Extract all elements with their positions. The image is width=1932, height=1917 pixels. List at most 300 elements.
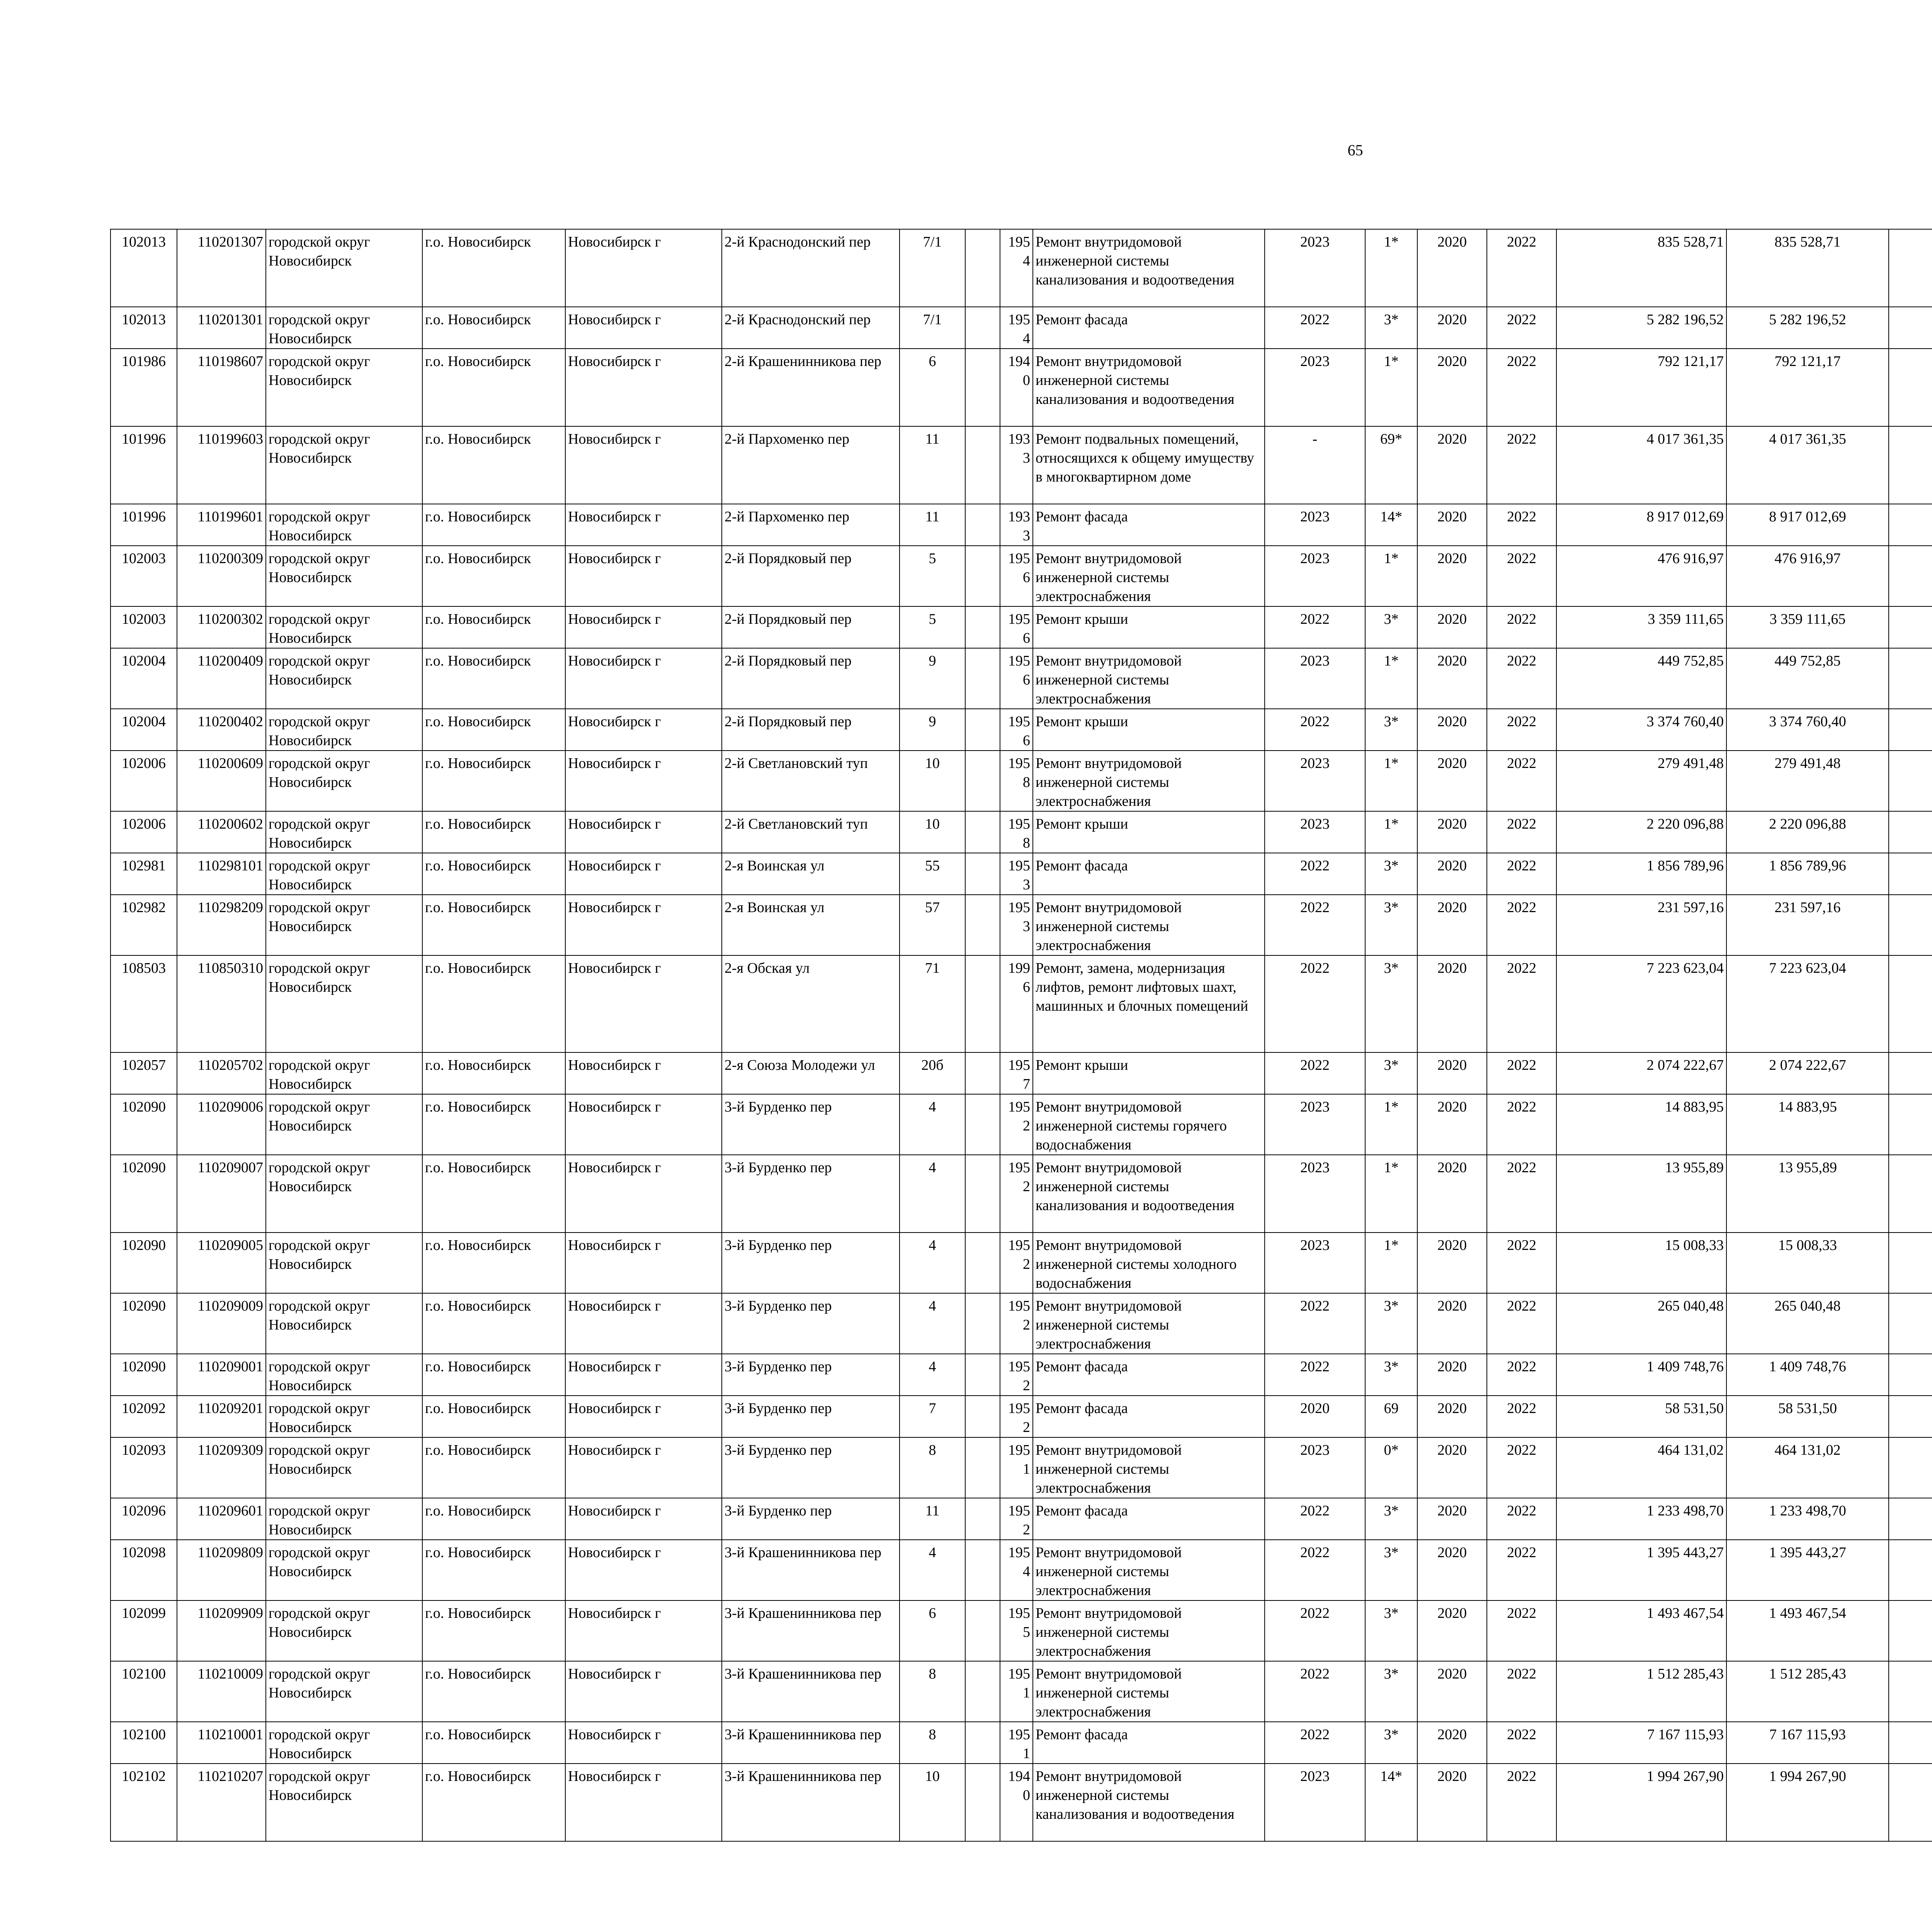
table-row: [111, 648, 1932, 709]
cell-street: 3-й Бурденко пер: [722, 1233, 900, 1293]
cell-work-type: Ремонт крыши: [1033, 606, 1265, 648]
cell-municipal-district: г.о. Новосибирск: [422, 349, 565, 426]
cell-municipal-district: г.о. Новосибирск: [422, 426, 565, 504]
cell-street: 3-й Бурденко пер: [722, 1094, 900, 1155]
cell-year-built: 1958: [1000, 811, 1033, 853]
cell-municipality: городской округ Новосибирск: [266, 895, 422, 955]
cell-house-number: 4: [900, 1155, 965, 1233]
cell-work-type: Ремонт фасада: [1033, 1354, 1265, 1396]
cell-federal-funds: [1889, 648, 1932, 709]
cell-rating: 3*: [1365, 955, 1417, 1052]
cell-record-code: 110200409: [177, 648, 266, 709]
cell-plan-end: 2022: [1487, 1600, 1556, 1661]
cell-plan-end: 2022: [1487, 751, 1556, 811]
cell-plan-start: 2020: [1417, 1396, 1487, 1437]
cell-year-built: 1952: [1000, 1396, 1033, 1437]
cell-rating: 69: [1365, 1396, 1417, 1437]
cell-year-built: 1956: [1000, 606, 1033, 648]
cell-plan-end: 2022: [1487, 1293, 1556, 1354]
cell-municipal-district: г.о. Новосибирск: [422, 504, 565, 546]
cell-municipal-district: г.о. Новосибирск: [422, 1354, 565, 1396]
table-row: [111, 709, 1932, 751]
cell-year-built: 1956: [1000, 648, 1033, 709]
cell-house-number: 20б: [900, 1052, 965, 1094]
cell-street: 3-й Крашенинникова пер: [722, 1764, 900, 1841]
cell-year-built: 1933: [1000, 504, 1033, 546]
cell-plan-end: 2022: [1487, 426, 1556, 504]
cell-plan-end: 2022: [1487, 606, 1556, 648]
cell-settlement: Новосибирск г: [565, 751, 722, 811]
cell-regional-fund: 279 491,48: [1726, 751, 1889, 811]
cell-year: 2022: [1265, 955, 1365, 1052]
cell-total-cost: 835 528,71: [1556, 229, 1726, 307]
cell-house-number: 71: [900, 955, 965, 1052]
cell-total-cost: 2 220 096,88: [1556, 811, 1726, 853]
cell-year: 2023: [1265, 811, 1365, 853]
cell-municipality: городской округ Новосибирск: [266, 751, 422, 811]
cell-municipal-district: г.о. Новосибирск: [422, 1764, 565, 1841]
cell-federal-funds: [1889, 229, 1932, 307]
cell-object-id: 102092: [111, 1396, 177, 1437]
cell-plan-start: 2020: [1417, 1094, 1487, 1155]
cell-plan-end: 2022: [1487, 1094, 1556, 1155]
cell-house-number: 4: [900, 1094, 965, 1155]
cell-building: [965, 426, 1000, 504]
cell-building: [965, 229, 1000, 307]
cell-building: [965, 955, 1000, 1052]
cell-plan-end: 2022: [1487, 1155, 1556, 1233]
cell-plan-end: 2022: [1487, 811, 1556, 853]
cell-municipal-district: г.о. Новосибирск: [422, 895, 565, 955]
cell-municipal-district: г.о. Новосибирск: [422, 229, 565, 307]
cell-record-code: 110198607: [177, 349, 266, 426]
cell-municipal-district: г.о. Новосибирск: [422, 1293, 565, 1354]
cell-year-built: 1956: [1000, 709, 1033, 751]
cell-work-type: Ремонт крыши: [1033, 1052, 1265, 1094]
cell-municipal-district: г.о. Новосибирск: [422, 1437, 565, 1498]
cell-settlement: Новосибирск г: [565, 307, 722, 349]
cell-regional-fund: 8 917 012,69: [1726, 504, 1889, 546]
cell-municipal-district: г.о. Новосибирск: [422, 1396, 565, 1437]
cell-work-type: Ремонт внутридомовой инженерной системы канализования и водоотведения: [1033, 1155, 1265, 1233]
cell-regional-fund: 449 752,85: [1726, 648, 1889, 709]
cell-settlement: Новосибирск г: [565, 1437, 722, 1498]
cell-year: 2023: [1265, 546, 1365, 606]
cell-record-code: 110200309: [177, 546, 266, 606]
cell-year: 2023: [1265, 229, 1365, 307]
cell-object-id: 102102: [111, 1764, 177, 1841]
table-row: [111, 1764, 1932, 1841]
cell-municipal-district: г.о. Новосибирск: [422, 1094, 565, 1155]
cell-record-code: 110210009: [177, 1661, 266, 1722]
cell-federal-funds: [1889, 1600, 1932, 1661]
cell-rating: 1*: [1365, 648, 1417, 709]
cell-year: 2022: [1265, 1498, 1365, 1540]
cell-settlement: Новосибирск г: [565, 1600, 722, 1661]
cell-rating: 3*: [1365, 1498, 1417, 1540]
cell-federal-funds: [1889, 1437, 1932, 1498]
cell-settlement: Новосибирск г: [565, 811, 722, 853]
cell-record-code: 110209809: [177, 1540, 266, 1600]
cell-record-code: 110298209: [177, 895, 266, 955]
cell-federal-funds: [1889, 1052, 1932, 1094]
cell-record-code: 110200609: [177, 751, 266, 811]
cell-settlement: Новосибирск г: [565, 1052, 722, 1094]
cell-building: [965, 546, 1000, 606]
cell-plan-start: 2020: [1417, 546, 1487, 606]
cell-plan-start: 2020: [1417, 709, 1487, 751]
cell-object-id: 102100: [111, 1661, 177, 1722]
cell-work-type: Ремонт внутридомовой инженерной системы электроснабжения: [1033, 895, 1265, 955]
cell-settlement: Новосибирск г: [565, 606, 722, 648]
cell-federal-funds: [1889, 811, 1932, 853]
cell-municipality: городской округ Новосибирск: [266, 1764, 422, 1841]
table-row: [111, 1052, 1932, 1094]
cell-record-code: 110209005: [177, 1233, 266, 1293]
cell-rating: 3*: [1365, 307, 1417, 349]
cell-municipality: городской округ Новосибирск: [266, 1354, 422, 1396]
cell-total-cost: 1 409 748,76: [1556, 1354, 1726, 1396]
cell-plan-end: 2022: [1487, 307, 1556, 349]
cell-federal-funds: [1889, 426, 1932, 504]
cell-regional-fund: 1 395 443,27: [1726, 1540, 1889, 1600]
cell-house-number: 5: [900, 606, 965, 648]
cell-regional-fund: 835 528,71: [1726, 229, 1889, 307]
cell-rating: 1*: [1365, 546, 1417, 606]
cell-municipal-district: г.о. Новосибирск: [422, 955, 565, 1052]
cell-year-built: 1951: [1000, 1437, 1033, 1498]
cell-municipality: городской округ Новосибирск: [266, 1155, 422, 1233]
cell-municipality: городской округ Новосибирск: [266, 606, 422, 648]
cell-object-id: 102006: [111, 751, 177, 811]
cell-regional-fund: 1 493 467,54: [1726, 1600, 1889, 1661]
cell-plan-end: 2022: [1487, 1661, 1556, 1722]
cell-year-built: 1933: [1000, 426, 1033, 504]
cell-object-id: 102006: [111, 811, 177, 853]
table-row: [111, 895, 1932, 955]
cell-house-number: 11: [900, 1498, 965, 1540]
cell-building: [965, 1540, 1000, 1600]
cell-municipality: городской округ Новосибирск: [266, 349, 422, 426]
cell-street: 2-й Порядковый пер: [722, 606, 900, 648]
cell-regional-fund: 1 409 748,76: [1726, 1354, 1889, 1396]
cell-year: 2022: [1265, 1661, 1365, 1722]
cell-work-type: Ремонт внутридомовой инженерной системы электроснабжения: [1033, 751, 1265, 811]
cell-federal-funds: [1889, 709, 1932, 751]
cell-federal-funds: [1889, 504, 1932, 546]
cell-federal-funds: [1889, 853, 1932, 895]
cell-plan-start: 2020: [1417, 1661, 1487, 1722]
cell-year: 2023: [1265, 349, 1365, 426]
cell-rating: 3*: [1365, 1354, 1417, 1396]
cell-settlement: Новосибирск г: [565, 1094, 722, 1155]
cell-year-built: 1953: [1000, 853, 1033, 895]
cell-building: [965, 1094, 1000, 1155]
cell-work-type: Ремонт, замена, модернизация лифтов, ремонт лифтовых шахт, машинных и блочных помещений: [1033, 955, 1265, 1052]
cell-year-built: 1953: [1000, 895, 1033, 955]
cell-rating: 1*: [1365, 1094, 1417, 1155]
cell-rating: 1*: [1365, 349, 1417, 426]
cell-settlement: Новосибирск г: [565, 504, 722, 546]
cell-settlement: Новосибирск г: [565, 1498, 722, 1540]
cell-object-id: 101986: [111, 349, 177, 426]
cell-plan-start: 2020: [1417, 648, 1487, 709]
cell-regional-fund: 4 017 361,35: [1726, 426, 1889, 504]
table-row: [111, 307, 1932, 349]
cell-regional-fund: 1 512 285,43: [1726, 1661, 1889, 1722]
cell-total-cost: 265 040,48: [1556, 1293, 1726, 1354]
cell-year: 2022: [1265, 1540, 1365, 1600]
cell-year-built: 1952: [1000, 1498, 1033, 1540]
cell-building: [965, 1354, 1000, 1396]
cell-municipal-district: г.о. Новосибирск: [422, 1155, 565, 1233]
cell-plan-start: 2020: [1417, 349, 1487, 426]
cell-federal-funds: [1889, 1540, 1932, 1600]
table-row: [111, 751, 1932, 811]
cell-regional-fund: 1 233 498,70: [1726, 1498, 1889, 1540]
cell-record-code: 110210207: [177, 1764, 266, 1841]
cell-object-id: 102013: [111, 307, 177, 349]
cell-municipal-district: г.о. Новосибирск: [422, 1661, 565, 1722]
cell-settlement: Новосибирск г: [565, 1354, 722, 1396]
cell-regional-fund: 3 374 760,40: [1726, 709, 1889, 751]
cell-rating: 3*: [1365, 709, 1417, 751]
cell-building: [965, 1233, 1000, 1293]
cell-street: 2-я Обская ул: [722, 955, 900, 1052]
cell-plan-start: 2020: [1417, 811, 1487, 853]
cell-object-id: 102003: [111, 606, 177, 648]
cell-street: 3-й Крашенинникова пер: [722, 1540, 900, 1600]
cell-settlement: Новосибирск г: [565, 1661, 722, 1722]
table-row: [111, 229, 1932, 307]
cell-building: [965, 1437, 1000, 1498]
cell-rating: 3*: [1365, 1722, 1417, 1764]
cell-street: 2-й Светлановский туп: [722, 811, 900, 853]
cell-regional-fund: 1 994 267,90: [1726, 1764, 1889, 1841]
cell-work-type: Ремонт фасада: [1033, 1396, 1265, 1437]
cell-year-built: 1940: [1000, 1764, 1033, 1841]
cell-work-type: Ремонт внутридомовой инженерной системы канализования и водоотведения: [1033, 229, 1265, 307]
cell-object-id: 102982: [111, 895, 177, 955]
cell-street: 2-й Порядковый пер: [722, 709, 900, 751]
table-row: [111, 1293, 1932, 1354]
cell-year-built: 1954: [1000, 307, 1033, 349]
table-row: [111, 811, 1932, 853]
cell-year: 2023: [1265, 1094, 1365, 1155]
cell-house-number: 7/1: [900, 307, 965, 349]
cell-settlement: Новосибирск г: [565, 349, 722, 426]
cell-building: [965, 1498, 1000, 1540]
cell-house-number: 8: [900, 1437, 965, 1498]
cell-object-id: 102098: [111, 1540, 177, 1600]
cell-year: 2022: [1265, 1354, 1365, 1396]
cell-federal-funds: [1889, 1764, 1932, 1841]
cell-record-code: 110209601: [177, 1498, 266, 1540]
cell-rating: 3*: [1365, 1293, 1417, 1354]
table-row: [111, 349, 1932, 426]
cell-building: [965, 1600, 1000, 1661]
cell-work-type: Ремонт внутридомовой инженерной системы электроснабжения: [1033, 648, 1265, 709]
cell-street: 3-й Бурденко пер: [722, 1155, 900, 1233]
cell-plan-start: 2020: [1417, 1600, 1487, 1661]
cell-building: [965, 1052, 1000, 1094]
cell-house-number: 8: [900, 1661, 965, 1722]
cell-municipality: городской округ Новосибирск: [266, 1094, 422, 1155]
cell-object-id: 102004: [111, 709, 177, 751]
cell-building: [965, 709, 1000, 751]
cell-work-type: Ремонт фасада: [1033, 853, 1265, 895]
cell-municipality: городской округ Новосибирск: [266, 1052, 422, 1094]
cell-building: [965, 1293, 1000, 1354]
cell-year: 2022: [1265, 1722, 1365, 1764]
cell-plan-end: 2022: [1487, 546, 1556, 606]
cell-settlement: Новосибирск г: [565, 1293, 722, 1354]
cell-year-built: 1952: [1000, 1155, 1033, 1233]
cell-record-code: 110209001: [177, 1354, 266, 1396]
cell-municipal-district: г.о. Новосибирск: [422, 1233, 565, 1293]
cell-year-built: 1954: [1000, 1540, 1033, 1600]
cell-rating: 3*: [1365, 1600, 1417, 1661]
cell-record-code: 110199601: [177, 504, 266, 546]
cell-street: 2-й Светлановский туп: [722, 751, 900, 811]
page-number: 65: [1347, 141, 1363, 159]
cell-year: 2022: [1265, 853, 1365, 895]
cell-object-id: 102100: [111, 1722, 177, 1764]
cell-work-type: Ремонт подвальных помещений, относящихся к общему имуществу в многоквартирном доме: [1033, 426, 1265, 504]
cell-regional-fund: 2 220 096,88: [1726, 811, 1889, 853]
cell-house-number: 9: [900, 648, 965, 709]
cell-total-cost: 3 374 760,40: [1556, 709, 1726, 751]
cell-object-id: 102090: [111, 1233, 177, 1293]
cell-plan-start: 2020: [1417, 1293, 1487, 1354]
cell-year-built: 1954: [1000, 229, 1033, 307]
cell-rating: 3*: [1365, 1540, 1417, 1600]
cell-total-cost: 1 493 467,54: [1556, 1600, 1726, 1661]
cell-year: 2022: [1265, 307, 1365, 349]
cell-regional-fund: 476 916,97: [1726, 546, 1889, 606]
cell-street: 2-й Порядковый пер: [722, 546, 900, 606]
cell-work-type: Ремонт внутридомовой инженерной системы электроснабжения: [1033, 1600, 1265, 1661]
cell-rating: 1*: [1365, 751, 1417, 811]
cell-municipal-district: г.о. Новосибирск: [422, 1600, 565, 1661]
cell-total-cost: 15 008,33: [1556, 1233, 1726, 1293]
cell-house-number: 11: [900, 504, 965, 546]
cell-object-id: 102003: [111, 546, 177, 606]
table-row: [111, 1155, 1932, 1233]
cell-street: 2-й Порядковый пер: [722, 648, 900, 709]
cell-street: 3-й Бурденко пер: [722, 1354, 900, 1396]
cell-building: [965, 895, 1000, 955]
cell-total-cost: 7 167 115,93: [1556, 1722, 1726, 1764]
cell-house-number: 7: [900, 1396, 965, 1437]
cell-plan-end: 2022: [1487, 648, 1556, 709]
cell-settlement: Новосибирск г: [565, 426, 722, 504]
cell-building: [965, 307, 1000, 349]
cell-building: [965, 648, 1000, 709]
cell-work-type: Ремонт фасада: [1033, 504, 1265, 546]
cell-municipal-district: г.о. Новосибирск: [422, 751, 565, 811]
cell-rating: 3*: [1365, 606, 1417, 648]
cell-regional-fund: 5 282 196,52: [1726, 307, 1889, 349]
cell-federal-funds: [1889, 1498, 1932, 1540]
cell-house-number: 4: [900, 1540, 965, 1600]
cell-record-code: 110209007: [177, 1155, 266, 1233]
cell-total-cost: 464 131,02: [1556, 1437, 1726, 1498]
cell-street: 2-й Пархоменко пер: [722, 426, 900, 504]
cell-plan-start: 2020: [1417, 1437, 1487, 1498]
cell-work-type: Ремонт фасада: [1033, 307, 1265, 349]
cell-year: 2022: [1265, 606, 1365, 648]
cell-municipality: городской округ Новосибирск: [266, 1437, 422, 1498]
cell-year: 2022: [1265, 1052, 1365, 1094]
cell-plan-end: 2022: [1487, 504, 1556, 546]
cell-work-type: Ремонт внутридомовой инженерной системы электроснабжения: [1033, 1437, 1265, 1498]
cell-municipal-district: г.о. Новосибирск: [422, 709, 565, 751]
cell-plan-start: 2020: [1417, 1354, 1487, 1396]
cell-municipal-district: г.о. Новосибирск: [422, 1540, 565, 1600]
cell-plan-start: 2020: [1417, 1498, 1487, 1540]
cell-year: 2023: [1265, 1155, 1365, 1233]
cell-building: [965, 349, 1000, 426]
cell-plan-end: 2022: [1487, 1354, 1556, 1396]
cell-rating: 3*: [1365, 895, 1417, 955]
table-row: [111, 546, 1932, 606]
table-row: [111, 955, 1932, 1052]
cell-plan-start: 2020: [1417, 307, 1487, 349]
cell-building: [965, 1155, 1000, 1233]
cell-total-cost: 449 752,85: [1556, 648, 1726, 709]
cell-regional-fund: 231 597,16: [1726, 895, 1889, 955]
cell-plan-start: 2020: [1417, 1052, 1487, 1094]
cell-street: 2-я Воинская ул: [722, 895, 900, 955]
cell-house-number: 57: [900, 895, 965, 955]
cell-plan-start: 2020: [1417, 1233, 1487, 1293]
cell-federal-funds: [1889, 546, 1932, 606]
cell-street: 2-й Краснодонский пер: [722, 229, 900, 307]
cell-building: [965, 853, 1000, 895]
cell-rating: 3*: [1365, 1661, 1417, 1722]
cell-regional-fund: 3 359 111,65: [1726, 606, 1889, 648]
cell-regional-fund: 58 531,50: [1726, 1396, 1889, 1437]
cell-total-cost: 3 359 111,65: [1556, 606, 1726, 648]
cell-total-cost: 1 994 267,90: [1556, 1764, 1726, 1841]
capital-repair-register-table: [110, 229, 1932, 1842]
table-row: [111, 606, 1932, 648]
cell-total-cost: 476 916,97: [1556, 546, 1726, 606]
cell-street: 2-й Крашенинникова пер: [722, 349, 900, 426]
cell-plan-end: 2022: [1487, 1764, 1556, 1841]
cell-plan-start: 2020: [1417, 751, 1487, 811]
cell-building: [965, 1661, 1000, 1722]
cell-rating: 1*: [1365, 1233, 1417, 1293]
cell-municipality: городской округ Новосибирск: [266, 811, 422, 853]
cell-year-built: 1940: [1000, 349, 1033, 426]
cell-municipal-district: г.о. Новосибирск: [422, 853, 565, 895]
cell-year: 2020: [1265, 1396, 1365, 1437]
table-row: [111, 504, 1932, 546]
cell-federal-funds: [1889, 1233, 1932, 1293]
cell-municipal-district: г.о. Новосибирск: [422, 648, 565, 709]
cell-work-type: Ремонт внутридомовой инженерной системы электроснабжения: [1033, 1661, 1265, 1722]
cell-object-id: 102099: [111, 1600, 177, 1661]
cell-rating: 3*: [1365, 1052, 1417, 1094]
cell-record-code: 110209006: [177, 1094, 266, 1155]
cell-regional-fund: 15 008,33: [1726, 1233, 1889, 1293]
cell-building: [965, 504, 1000, 546]
cell-municipal-district: г.о. Новосибирск: [422, 1052, 565, 1094]
cell-plan-end: 2022: [1487, 1233, 1556, 1293]
cell-total-cost: 13 955,89: [1556, 1155, 1726, 1233]
